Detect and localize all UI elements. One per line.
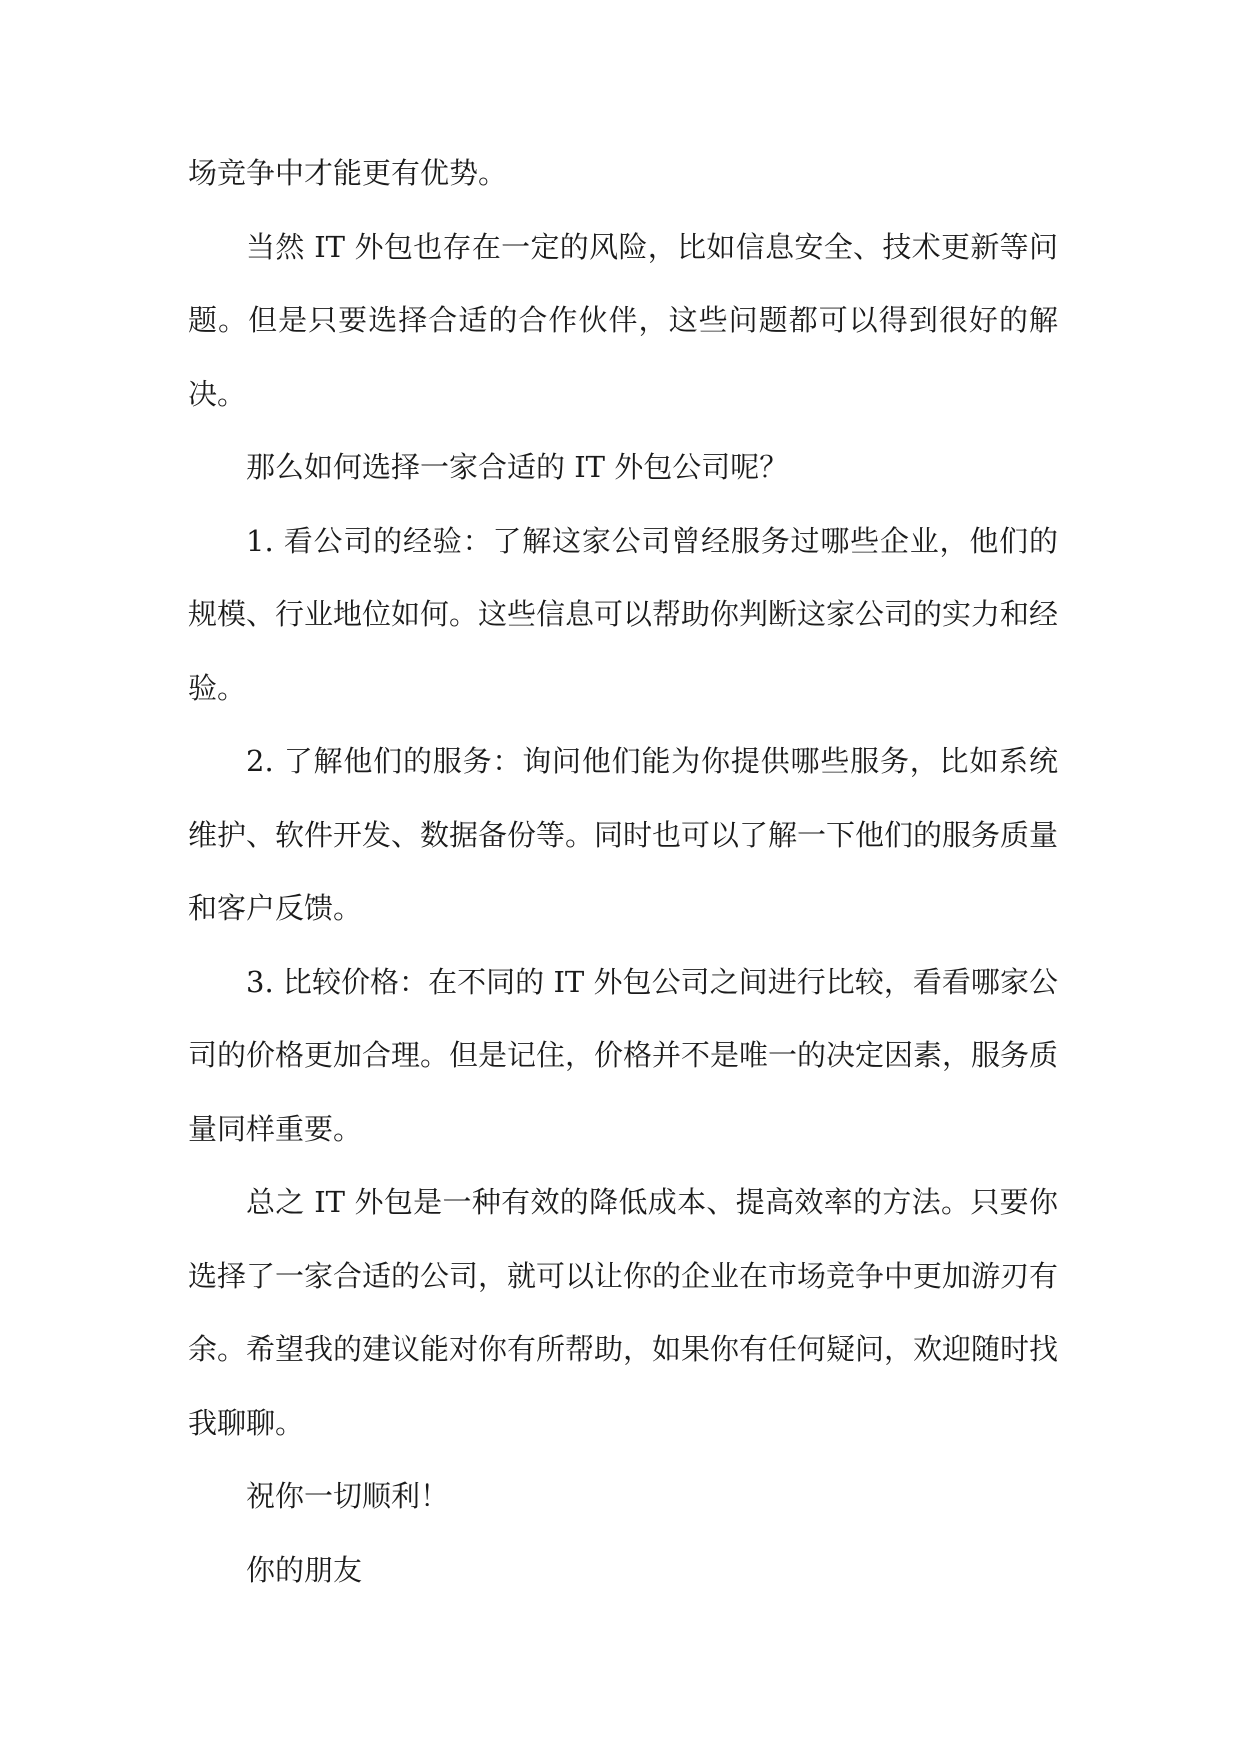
list-item-price: 3. 比较价格：在不同的 IT 外包公司之间进行比较，看看哪家公司的价格更加合理。但是记住，价格并不是唯一的决定因素，服务质量同样重要。 [188,964,1059,1146]
paragraph-it-outsourcing-risks: 当然 IT 外包也存在一定的风险，比如信息安全、技术更新等问题。但是只要选择合适的合作伙伴，这些问题都可以得到很好的解决。 [188,229,1058,411]
list-item-services: 2. 了解他们的服务：询问他们能为你提供哪些服务，比如系统维护、软件开发、数据备份等。同时也可以了解一下他们的服务质量和客户反馈。 [188,744,1059,925]
list-item-experience: 1. 看公司的经验：了解这家公司曾经服务过哪些企业，他们的规模、行业地位如何。这些信息可以帮助你判断这家公司的实力和经验。 [188,523,1059,705]
document-body [188,137,1058,1607]
paragraph-how-to-choose: 那么如何选择一家合适的 IT 外包公司呢？ [246,450,789,484]
paragraph-conclusion: 总之 IT 外包是一种有效的降低成本、提高效率的方法。只要你选择了一家合适的公司，就可以让你的企业在市场竞争中更加游刃有余。希望我的建议能对你有所帮助，如果你有任何疑问，欢迎随时找我聊聊。 [188,1185,1059,1440]
closing-wish: 祝你一切顺利！ [246,1479,450,1513]
paragraph-continuation: 场竞争中才能更有优势。 [188,156,508,190]
signature: 你的朋友 [246,1552,363,1587]
